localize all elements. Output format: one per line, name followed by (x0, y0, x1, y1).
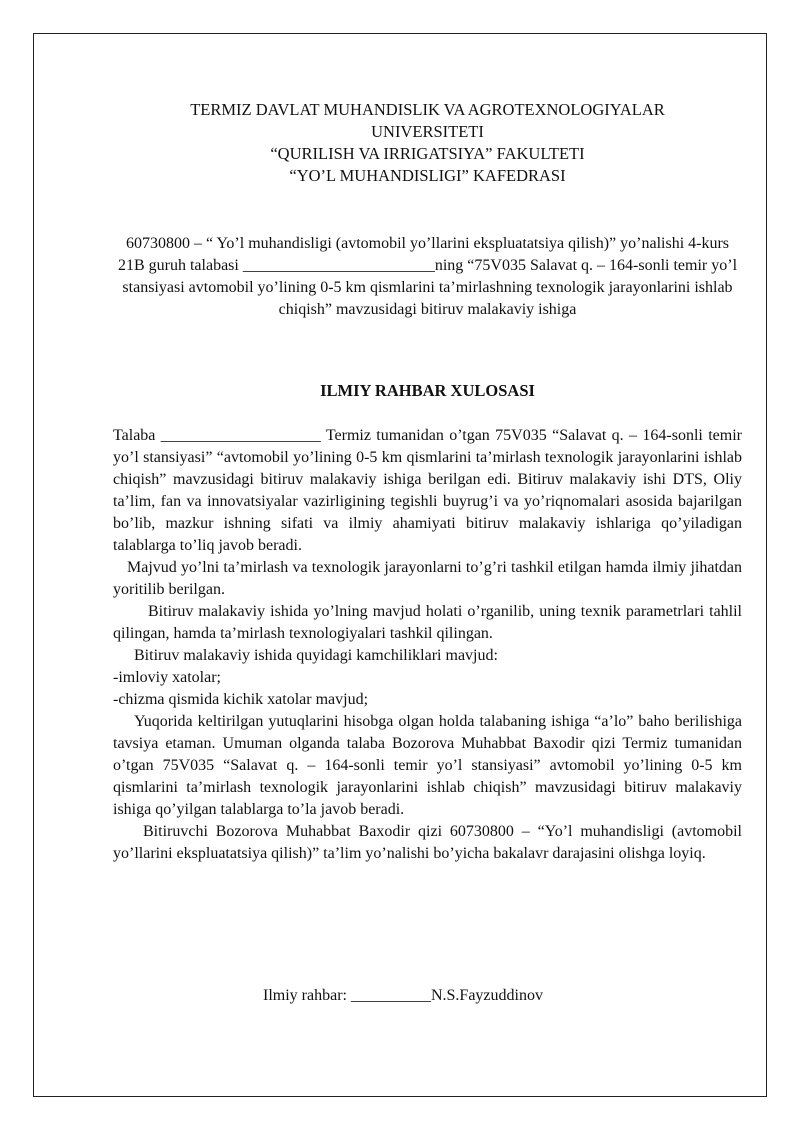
faculty-name: “QURILISH VA IRRIGATSIYA” FAKULTETI (270, 144, 585, 163)
university-name-line2: UNIVERSITETI (371, 122, 484, 141)
paragraph-3: Bitiruv malakaviy ishida yo’lning mavjud holati o’rganilib, uning texnik parametrlari tahlil qilingan, hamda ta’mirlash texnologiyalari tashkil qilingan. (113, 603, 742, 642)
paragraph-2: Majvud yo’lni ta’mirlash va texnologik jarayonlarni to’g’ri tashkil etilgan hamda ilmiy jihatdan yoritilib berilgan. (113, 559, 742, 598)
paragraph-6: Bitiruvchi Bozorova Muhabbat Baxodir qizi 60730800 – “Yo’l muhandisligi (avtomobil yo’llarini ekspluatatsiya qilish)” ta’lim yo’nalishi bo’yicha bakalavr darajasini olishga loyiq. (113, 823, 742, 862)
university-name-line1: TERMIZ DAVLAT MUHANDISLIK VA AGROTEXNOLOGIYALAR (190, 100, 665, 119)
paragraph-4: Bitiruv malakaviy ishida quyidagi kamchiliklari mavjud: (134, 647, 498, 664)
paragraph-5: Yuqorida keltirilgan yutuqlarini hisobga olgan holda talabaning ishiga “a’lo” baho berilishiga tavsiya etaman. Umuman olganda talaba Bozorova Muhabbat Baxodir qizi Termiz tumanidan o’tgan 75V035 “Salavat q. – 164-sonli temir yo’l stansiyasi” avtomobil yo’lining 0-5 km qismlarini ta’mirlash texnologik jarayonlarini ishlab chiqish” mavzusidagi bitiruv malakaviy ishiga qo’yilgan talablarga to’la javob beradi. (113, 713, 742, 818)
thesis-topic: 60730800 – “ Yo’l muhandisligi (avtomobil yo’llarini ekspluatatsiya qilish)” yo’nalishi 4-kurs 21B guruh talabasi ________________________ning “75V035 Salavat q. – 164-sonli temir yo’l stansiyasi avtomobil yo’lining 0-5 km qismlarini ta’mirlashning texnologik jarayonlarini ishlab chiqish” mavzusidagi bitiruv malakaviy ishiga (117, 235, 738, 318)
paragraph-1: Talaba ____________________ Termiz tumanidan o’tgan 75V035 “Salavat q. – 164-sonli temir yo’l stansiyasi” “avtomobil yo’lining 0-5 km qismlarini ta’mirlash texnologik jarayonlarini ishlab chiqish” mavzusidagi bitiruv malakaviy ishiga berilgan edi. Bitiruv malakaviy ishi DTS, Oliy ta’lim, fan va innovatsiyalar vazirligining tegishli buyrug’i va yo’riqnomalari asosida bajarilgan bo’lib, mazkur ishning sifati va ilmiy ahamiyati bitiruv malakaviy ishlariga qo’yiladigan talablarga to’liq javob beradi. (113, 427, 742, 554)
document-title: ILMIY RAHBAR XULOSASI (320, 381, 535, 400)
conclusion-body (113, 425, 742, 865)
supervisor-signature: Ilmiy rahbar: __________N.S.Fayzuddinov (263, 987, 543, 1004)
list-item-1: -imloviy xatolar; (113, 669, 221, 686)
department-name: “YO’L MUHANDISLIGI” KAFEDRASI (289, 166, 566, 185)
document-header (113, 99, 742, 187)
list-item-2: -chizma qismida kichik xatolar mavjud; (113, 691, 369, 708)
